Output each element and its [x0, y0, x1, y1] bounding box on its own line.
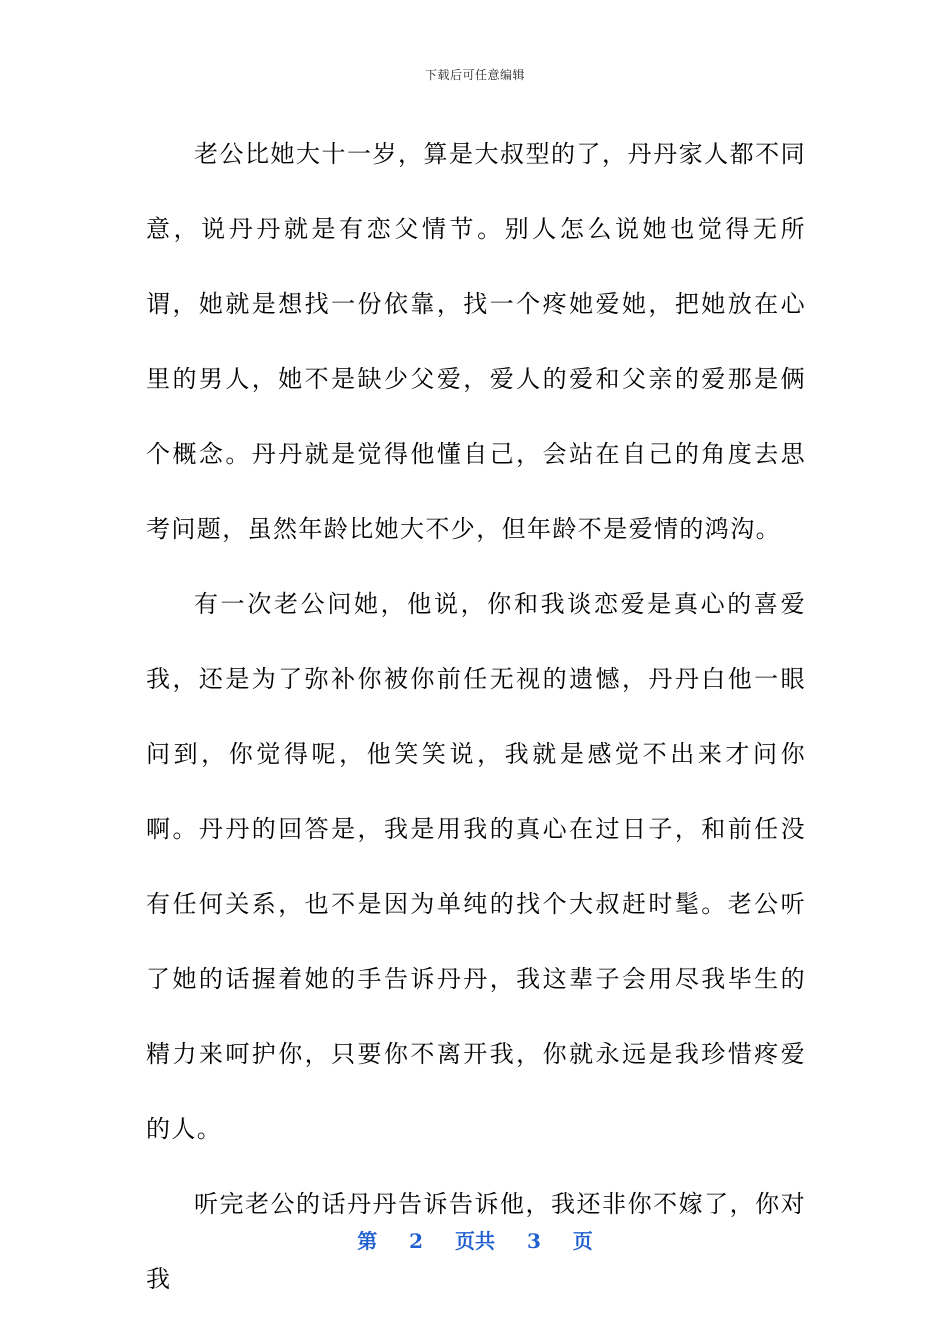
page-footer	[0, 1225, 950, 1254]
paragraph-2: 有一次老公问她，他说，你和我谈恋爱是真心的喜爱我，还是为了弥补你被你前任无视的遗憾，丹丹白他一眼问到，你觉得呢，他笑笑说，我就是感觉不出来才问你啊。丹丹的回答是，我是用我的真心在过日子，和前任没有任何关系，也不是因为单纯的找个大叔赶时髦。老公听了她的话握着她的手告诉丹丹，我这辈子会用尽我毕生的精力来呵护你，只要你不离开我，你就永远是我珍惜疼爱的人。	[146, 590, 806, 1143]
paragraph-3: 听完老公的话丹丹告诉告诉他，我还非你不嫁了，你对我	[146, 1190, 806, 1293]
total-pages-number: 3	[526, 1229, 541, 1253]
footer-prefix: 第	[357, 1229, 378, 1253]
current-page-number: 2	[409, 1229, 424, 1253]
document-body	[146, 117, 806, 1317]
footer-suffix: 页	[572, 1229, 593, 1253]
paragraph-1: 老公比她大十一岁，算是大叔型的了，丹丹家人都不同意，说丹丹就是有恋父情节。别人怎么说她也觉得无所谓，她就是想找一份依靠，找一个疼她爱她，把她放在心里的男人，她不是缺少父爱，爱人的爱和父亲的爱那是俩个概念。丹丹就是觉得他懂自己，会站在自己的角度去思考问题，虽然年龄比她大不少，但年龄不是爱情的鸿沟。	[146, 140, 806, 543]
page-header: 下载后可任意编辑	[424, 68, 525, 82]
footer-middle: 页共	[455, 1229, 495, 1253]
